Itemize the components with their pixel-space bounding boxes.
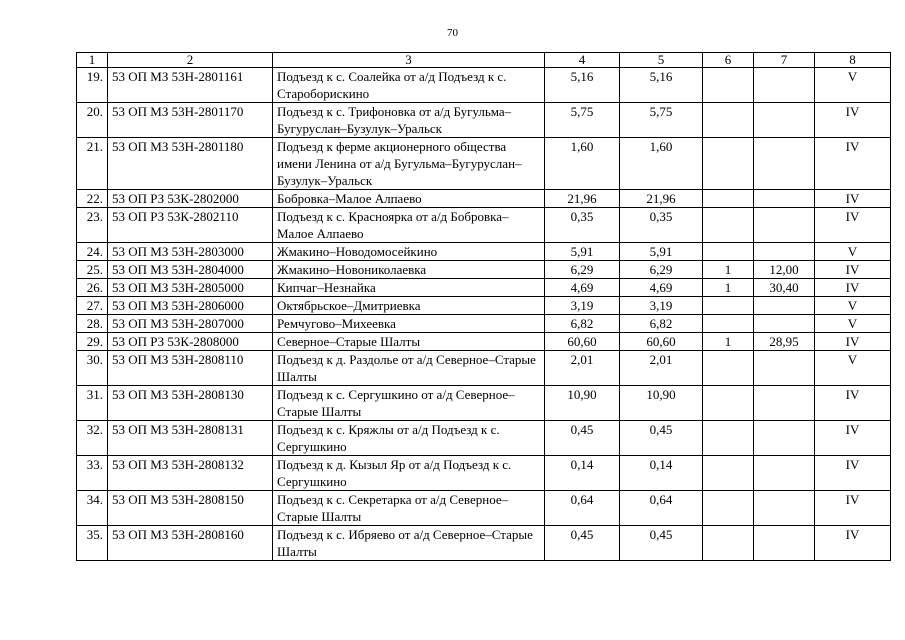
table-row <box>77 491 891 526</box>
col7-cell <box>754 68 815 103</box>
col6-cell <box>703 315 754 333</box>
road-category-cell: IV <box>815 386 891 421</box>
col7-cell: 28,95 <box>754 333 815 351</box>
col5-cell: 0,35 <box>620 208 703 243</box>
row-number-cell: 23. <box>77 208 108 243</box>
table-row <box>77 386 891 421</box>
col7-cell <box>754 297 815 315</box>
col6-cell: 1 <box>703 279 754 297</box>
row-number-cell: 25. <box>77 261 108 279</box>
road-name-cell: Подъезд к с. Секретарка от а/д Северное–Старые Шалты <box>273 491 545 526</box>
col4-cell: 10,90 <box>545 386 620 421</box>
col4-cell: 0,45 <box>545 526 620 561</box>
col5-cell: 1,60 <box>620 138 703 190</box>
road-id-cell: 53 ОП МЗ 53Н-2801170 <box>108 103 273 138</box>
col7-cell <box>754 456 815 491</box>
col4-cell: 2,01 <box>545 351 620 386</box>
road-name-cell: Подъезд к с. Красноярка от а/д Бобровка–Малое Алпаево <box>273 208 545 243</box>
col6-cell <box>703 491 754 526</box>
table-row <box>77 68 891 103</box>
row-number-cell: 31. <box>77 386 108 421</box>
road-id-cell: 53 ОП МЗ 53Н-2801180 <box>108 138 273 190</box>
table-row <box>77 297 891 315</box>
row-number-cell: 26. <box>77 279 108 297</box>
col5-cell: 6,29 <box>620 261 703 279</box>
road-id-cell: 53 ОП МЗ 53Н-2806000 <box>108 297 273 315</box>
road-category-cell: IV <box>815 421 891 456</box>
table-row <box>77 526 891 561</box>
col7-cell <box>754 386 815 421</box>
col7-cell: 12,00 <box>754 261 815 279</box>
col6-cell <box>703 526 754 561</box>
col6-cell <box>703 386 754 421</box>
road-category-cell: IV <box>815 333 891 351</box>
col7-cell <box>754 190 815 208</box>
road-name-cell: Подъезд к с. Трифоновка от а/д Бугульма–Бугуруслан–Бузулук–Уральск <box>273 103 545 138</box>
road-name-cell: Жмакино–Новониколаевка <box>273 261 545 279</box>
col5-cell: 5,75 <box>620 103 703 138</box>
col5-cell: 0,45 <box>620 421 703 456</box>
col4-cell: 5,16 <box>545 68 620 103</box>
table-row <box>77 103 891 138</box>
col5-cell: 10,90 <box>620 386 703 421</box>
row-number-cell: 22. <box>77 190 108 208</box>
road-name-cell: Жмакино–Новодомосейкино <box>273 243 545 261</box>
row-number-cell: 27. <box>77 297 108 315</box>
road-id-cell: 53 ОП РЗ 53К-2808000 <box>108 333 273 351</box>
header-col-1: 1 <box>77 53 108 68</box>
row-number-cell: 33. <box>77 456 108 491</box>
header-col-5: 5 <box>620 53 703 68</box>
road-category-cell: V <box>815 243 891 261</box>
road-category-cell: V <box>815 351 891 386</box>
table-row <box>77 208 891 243</box>
road-name-cell: Подъезд к с. Соалейка от а/д Подъезд к с. Староборискино <box>273 68 545 103</box>
row-number-cell: 24. <box>77 243 108 261</box>
col7-cell <box>754 351 815 386</box>
table-row <box>77 421 891 456</box>
table-row <box>77 456 891 491</box>
road-id-cell: 53 ОП РЗ 53К-2802110 <box>108 208 273 243</box>
table-row <box>77 190 891 208</box>
road-category-cell: IV <box>815 103 891 138</box>
row-number-cell: 21. <box>77 138 108 190</box>
road-id-cell: 53 ОП МЗ 53Н-2808130 <box>108 386 273 421</box>
header-col-2: 2 <box>108 53 273 68</box>
col6-cell <box>703 351 754 386</box>
road-id-cell: 53 ОП МЗ 53Н-2807000 <box>108 315 273 333</box>
col5-cell: 5,91 <box>620 243 703 261</box>
road-category-cell: IV <box>815 279 891 297</box>
col4-cell: 4,69 <box>545 279 620 297</box>
table-row <box>77 315 891 333</box>
col7-cell <box>754 491 815 526</box>
col5-cell: 2,01 <box>620 351 703 386</box>
col4-cell: 5,91 <box>545 243 620 261</box>
col6-cell: 1 <box>703 333 754 351</box>
road-name-cell: Подъезд к с. Сергушкино от а/д Северное–Старые Шалты <box>273 386 545 421</box>
col6-cell <box>703 297 754 315</box>
col5-cell: 3,19 <box>620 297 703 315</box>
page-number: 70 <box>447 27 458 39</box>
table-row <box>77 243 891 261</box>
table-row <box>77 351 891 386</box>
road-name-cell: Октябрьское–Дмитриевка <box>273 297 545 315</box>
row-number-cell: 32. <box>77 421 108 456</box>
col5-cell: 0,45 <box>620 526 703 561</box>
col6-cell <box>703 421 754 456</box>
col4-cell: 0,14 <box>545 456 620 491</box>
col6-cell <box>703 456 754 491</box>
col4-cell: 60,60 <box>545 333 620 351</box>
road-category-cell: V <box>815 315 891 333</box>
col6-cell <box>703 68 754 103</box>
road-name-cell: Северное–Старые Шалты <box>273 333 545 351</box>
col6-cell <box>703 243 754 261</box>
col6-cell <box>703 208 754 243</box>
col4-cell: 6,82 <box>545 315 620 333</box>
road-name-cell: Подъезд к ферме акционерного общества имени Ленина от а/д Бугульма–Бугуруслан–Бузулук–Уральск <box>273 138 545 190</box>
col5-cell: 60,60 <box>620 333 703 351</box>
road-category-cell: IV <box>815 138 891 190</box>
col5-cell: 4,69 <box>620 279 703 297</box>
col5-cell: 5,16 <box>620 68 703 103</box>
col7-cell <box>754 138 815 190</box>
row-number-cell: 29. <box>77 333 108 351</box>
col6-cell: 1 <box>703 261 754 279</box>
col7-cell <box>754 315 815 333</box>
header-col-3: 3 <box>273 53 545 68</box>
col4-cell: 1,60 <box>545 138 620 190</box>
col4-cell: 0,45 <box>545 421 620 456</box>
road-name-cell: Подъезд к д. Раздолье от а/д Северное–Старые Шалты <box>273 351 545 386</box>
row-number-cell: 28. <box>77 315 108 333</box>
road-category-cell: IV <box>815 526 891 561</box>
road-id-cell: 53 ОП МЗ 53Н-2808160 <box>108 526 273 561</box>
road-category-cell: V <box>815 297 891 315</box>
road-id-cell: 53 ОП МЗ 53Н-2808150 <box>108 491 273 526</box>
col4-cell: 21,96 <box>545 190 620 208</box>
road-id-cell: 53 ОП МЗ 53Н-2808132 <box>108 456 273 491</box>
col7-cell <box>754 208 815 243</box>
col5-cell: 21,96 <box>620 190 703 208</box>
table-body <box>77 68 891 561</box>
row-number-cell: 30. <box>77 351 108 386</box>
header-row <box>77 53 891 68</box>
col4-cell: 6,29 <box>545 261 620 279</box>
road-name-cell: Кипчаг–Незнайка <box>273 279 545 297</box>
col7-cell <box>754 103 815 138</box>
road-category-cell: IV <box>815 456 891 491</box>
road-id-cell: 53 ОП МЗ 53Н-2808131 <box>108 421 273 456</box>
row-number-cell: 35. <box>77 526 108 561</box>
roads-table <box>76 52 891 561</box>
road-category-cell: V <box>815 68 891 103</box>
col4-cell: 0,64 <box>545 491 620 526</box>
header-col-6: 6 <box>703 53 754 68</box>
col5-cell: 6,82 <box>620 315 703 333</box>
col7-cell <box>754 421 815 456</box>
col4-cell: 5,75 <box>545 103 620 138</box>
road-category-cell: IV <box>815 190 891 208</box>
header-col-8: 8 <box>815 53 891 68</box>
road-id-cell: 53 ОП РЗ 53К-2802000 <box>108 190 273 208</box>
col7-cell: 30,40 <box>754 279 815 297</box>
table-row <box>77 333 891 351</box>
col4-cell: 3,19 <box>545 297 620 315</box>
col5-cell: 0,64 <box>620 491 703 526</box>
col5-cell: 0,14 <box>620 456 703 491</box>
col4-cell: 0,35 <box>545 208 620 243</box>
table-row <box>77 261 891 279</box>
road-name-cell: Подъезд к с. Кряжлы от а/д Подъезд к с. Сергушкино <box>273 421 545 456</box>
header-col-7: 7 <box>754 53 815 68</box>
road-id-cell: 53 ОП МЗ 53Н-2805000 <box>108 279 273 297</box>
road-name-cell: Подъезд к с. Ибряево от а/д Северное–Старые Шалты <box>273 526 545 561</box>
road-name-cell: Бобровка–Малое Алпаево <box>273 190 545 208</box>
table-row <box>77 279 891 297</box>
row-number-cell: 34. <box>77 491 108 526</box>
table-row <box>77 138 891 190</box>
col7-cell <box>754 243 815 261</box>
road-id-cell: 53 ОП МЗ 53Н-2804000 <box>108 261 273 279</box>
road-name-cell: Ремчугово–Михеевка <box>273 315 545 333</box>
road-category-cell: IV <box>815 491 891 526</box>
col7-cell <box>754 526 815 561</box>
col6-cell <box>703 190 754 208</box>
road-category-cell: IV <box>815 208 891 243</box>
road-id-cell: 53 ОП МЗ 53Н-2808110 <box>108 351 273 386</box>
header-col-4: 4 <box>545 53 620 68</box>
row-number-cell: 20. <box>77 103 108 138</box>
col6-cell <box>703 103 754 138</box>
road-id-cell: 53 ОП МЗ 53Н-2803000 <box>108 243 273 261</box>
col6-cell <box>703 138 754 190</box>
road-name-cell: Подъезд к д. Кызыл Яр от а/д Подъезд к с. Сергушкино <box>273 456 545 491</box>
road-category-cell: IV <box>815 261 891 279</box>
road-id-cell: 53 ОП МЗ 53Н-2801161 <box>108 68 273 103</box>
row-number-cell: 19. <box>77 68 108 103</box>
